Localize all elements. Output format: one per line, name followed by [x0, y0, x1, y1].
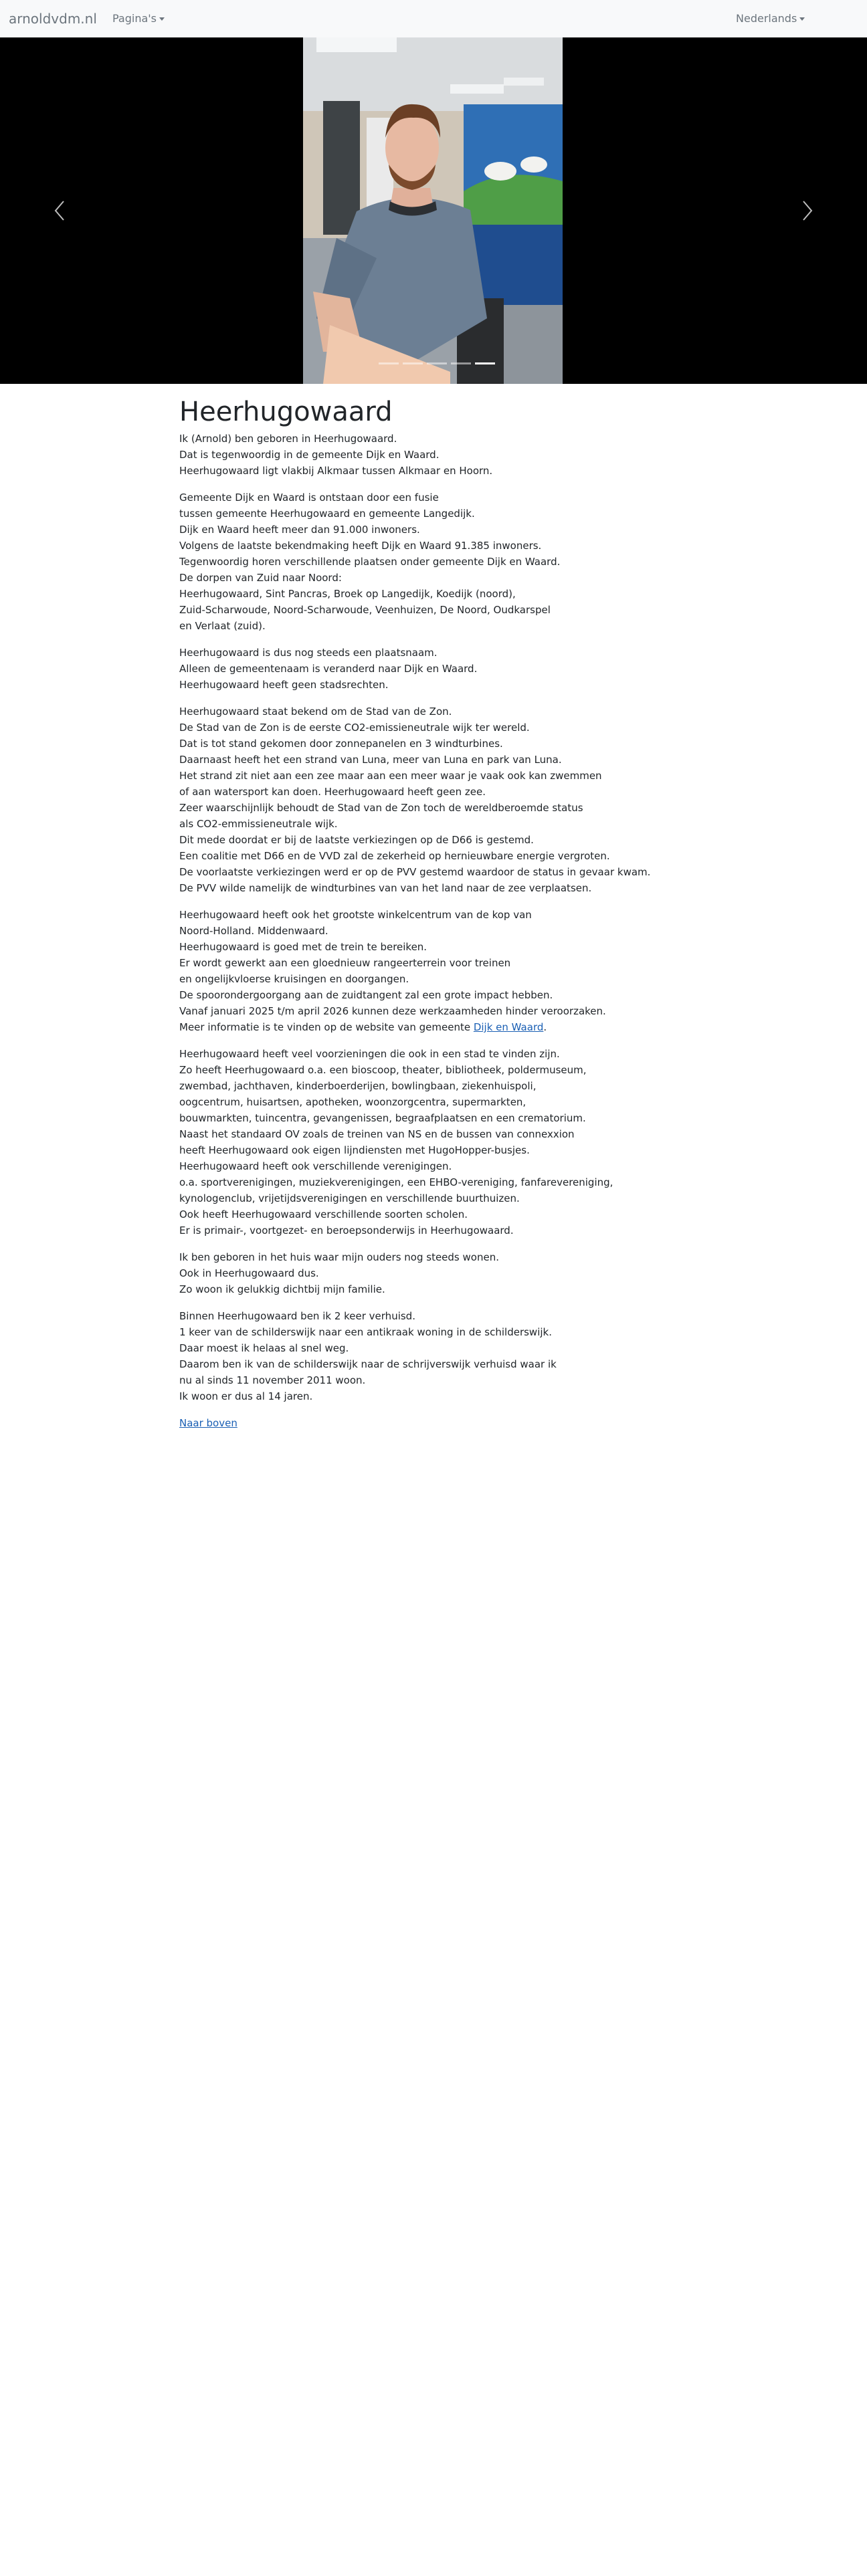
text-line: Alleen de gemeentenaam is veranderd naar Dijk en Waard. [179, 663, 478, 675]
text-line: zwembad, jachthaven, kinderboerderijen, bowlingbaan, ziekenhuispoli, [179, 1080, 537, 1092]
text-line: Er wordt gewerkt aan een gloednieuw rangeerterrein voor treinen [179, 957, 511, 969]
pages-dropdown-label: Pagina's [112, 12, 157, 25]
photo-carousel [0, 37, 867, 384]
text-line: kynologenclub, vrijetijdsverenigingen en verschillende buurthuizen. [179, 1192, 520, 1204]
text-line: Ook heeft Heerhugowaard verschillende soorten scholen. [179, 1208, 468, 1220]
navbar [0, 0, 867, 37]
text-line: De Stad van de Zon is de eerste CO2-emissieneutrale wijk ter wereld. [179, 722, 530, 734]
text-line: Heerhugowaard heeft ook verschillende verenigingen. [179, 1160, 452, 1172]
text-line: nu al sinds 11 november 2011 woon. [179, 1374, 366, 1386]
paragraph [179, 907, 688, 1035]
brand-link[interactable]: arnoldvdm.nl [9, 11, 97, 27]
text-line: heeft Heerhugowaard ook eigen lijndiensten met HugoHopper-busjes. [179, 1144, 530, 1156]
link-line-prefix: Meer informatie is te vinden op de website van gemeente [179, 1021, 474, 1033]
text-line: De voorlaatste verkiezingen werd er op de PVV gestemd waardoor de status in gevaar kwam. [179, 866, 651, 878]
text-line: De dorpen van Zuid naar Noord: [179, 572, 342, 584]
text-line: Naast het standaard OV zoals de treinen van NS en de bussen van connexxion [179, 1128, 575, 1140]
main-content [179, 396, 688, 1442]
text-line: Heerhugowaard ligt vlakbij Alkmaar tussen Alkmaar en Hoorn. [179, 465, 493, 477]
text-line: Zo woon ik gelukkig dichtbij mijn familie. [179, 1283, 385, 1295]
text-line: Daarom ben ik van de schilderswijk naar de schrijverswijk verhuisd waar ik [179, 1358, 557, 1370]
paragraph [179, 1046, 688, 1239]
carousel-indicator[interactable] [379, 362, 399, 364]
text-line: Er is primair-, voortgezet- en beroepsonderwijs in Heerhugowaard. [179, 1224, 514, 1237]
text-line: Heerhugowaard, Sint Pancras, Broek op Langedijk, Koedijk (noord), [179, 588, 516, 600]
text-line: Ook in Heerhugowaard dus. [179, 1267, 319, 1279]
text-line: als CO2-emmissieneutrale wijk. [179, 818, 338, 830]
text-line: Daar moest ik helaas al snel weg. [179, 1342, 349, 1354]
pages-dropdown[interactable] [112, 11, 165, 26]
text-line: Heerhugowaard is goed met de trein te bereiken. [179, 941, 427, 953]
text-line: De PVV wilde namelijk de windturbines van van het land naar de zee verplaatsen. [179, 882, 592, 894]
text-line: Zo heeft Heerhugowaard o.a. een bioscoop, theater, bibliotheek, poldermuseum, [179, 1064, 587, 1076]
text-line: Heerhugowaard heeft geen stadsrechten. [179, 679, 389, 691]
text-line: Heerhugowaard is dus nog steeds een plaatsnaam. [179, 647, 438, 659]
carousel-indicator-active[interactable] [475, 362, 495, 364]
text-line: Heerhugowaard heeft ook het grootste winkelcentrum van de kop van [179, 909, 532, 921]
paragraph [179, 645, 688, 693]
language-dropdown[interactable] [736, 11, 805, 26]
text-line-with-link [179, 1019, 688, 1035]
carousel-prev-button[interactable] [9, 37, 110, 384]
carousel-indicator[interactable] [427, 362, 447, 364]
text-line: Volgens de laatste bekendmaking heeft Dijk en Waard 91.385 inwoners. [179, 540, 542, 552]
language-dropdown-label: Nederlands [736, 12, 797, 25]
text-line: Binnen Heerhugowaard ben ik 2 keer verhuisd. [179, 1310, 415, 1322]
text-line: Gemeente Dijk en Waard is ontstaan door een fusie [179, 492, 439, 504]
text-line: 1 keer van de schilderswijk naar een antikraak woning in de schilderswijk. [179, 1326, 552, 1338]
back-to-top-link[interactable]: Naar boven [179, 1417, 237, 1429]
text-line: Ik ben geboren in het huis waar mijn ouders nog steeds wonen. [179, 1251, 499, 1263]
text-line: De spoorondergoorgang aan de zuidtangent zal een grote impact hebben. [179, 989, 553, 1001]
carousel-indicator[interactable] [403, 362, 423, 364]
text-line: of aan watersport kan doen. Heerhugowaard heeft geen zee. [179, 786, 486, 798]
paragraph [179, 431, 688, 479]
text-line: Vanaf januari 2025 t/m april 2026 kunnen deze werkzaamheden hinder veroorzaken. [179, 1005, 606, 1017]
carousel-indicator[interactable] [451, 362, 471, 364]
caret-down-icon [159, 17, 165, 21]
text-line: bouwmarkten, tuincentra, gevangenissen, begraafplaatsen en een crematorium. [179, 1112, 586, 1124]
text-line: en Verlaat (zuid). [179, 620, 266, 632]
text-line: Noord-Holland. Middenwaard. [179, 925, 328, 937]
text-line: Zuid-Scharwoude, Noord-Scharwoude, Veenhuizen, De Noord, Oudkarspel [179, 604, 551, 616]
text-line: Ik (Arnold) ben geboren in Heerhugowaard. [179, 433, 397, 445]
carousel-slide-photo [303, 37, 563, 384]
paragraph [179, 704, 688, 896]
text-line: Heerhugowaard staat bekend om de Stad van de Zon. [179, 706, 452, 718]
text-line: Een coalitie met D66 en de VVD zal de zekerheid op hernieuwbare energie vergroten. [179, 850, 610, 862]
text-line: Heerhugowaard heeft veel voorzieningen die ook in een stad te vinden zijn. [179, 1048, 560, 1060]
text-line: Dat is tot stand gekomen door zonnepanelen en 3 windturbines. [179, 738, 503, 750]
text-line: Het strand zit niet aan een zee maar aan een meer waar je vaak ook kan zwemmen [179, 770, 602, 782]
text-line: Ik woon er dus al 14 jaren. [179, 1390, 313, 1402]
chevron-left-icon [52, 200, 68, 221]
link-line-suffix: . [543, 1021, 547, 1033]
carousel-next-button[interactable] [757, 37, 858, 384]
text-line: Daarnaast heeft het een strand van Luna, meer van Luna en park van Luna. [179, 754, 562, 766]
paragraph [179, 1249, 688, 1297]
person-photo [303, 37, 563, 384]
paragraph [179, 1308, 688, 1404]
text-line: Dat is tegenwoordig in de gemeente Dijk en Waard. [179, 449, 440, 461]
dijk-en-waard-link[interactable]: Dijk en Waard [473, 1021, 544, 1033]
carousel-indicators [379, 362, 495, 364]
text-line: Dijk en Waard heeft meer dan 91.000 inwoners. [179, 524, 420, 536]
paragraph [179, 490, 688, 634]
page-title: Heerhugowaard [179, 397, 393, 427]
chevron-right-icon [799, 200, 815, 221]
text-line: o.a. sportverenigingen, muziekverenigingen, een EHBO-vereniging, fanfarevereniging, [179, 1176, 613, 1188]
text-line: Zeer waarschijnlijk behoudt de Stad van de Zon toch de wereldberoemde status [179, 802, 583, 814]
text-line: Tegenwoordig horen verschillende plaatsen onder gemeente Dijk en Waard. [179, 556, 561, 568]
caret-down-icon [799, 17, 805, 21]
article-body [179, 431, 688, 1404]
text-line: Dit mede doordat er bij de laatste verkiezingen op de D66 is gestemd. [179, 834, 534, 846]
text-line: oogcentrum, huisartsen, apotheken, woonzorgcentra, supermarkten, [179, 1096, 526, 1108]
text-line: tussen gemeente Heerhugowaard en gemeente Langedijk. [179, 508, 475, 520]
text-line: en ongelijkvloerse kruisingen en doorgangen. [179, 973, 409, 985]
